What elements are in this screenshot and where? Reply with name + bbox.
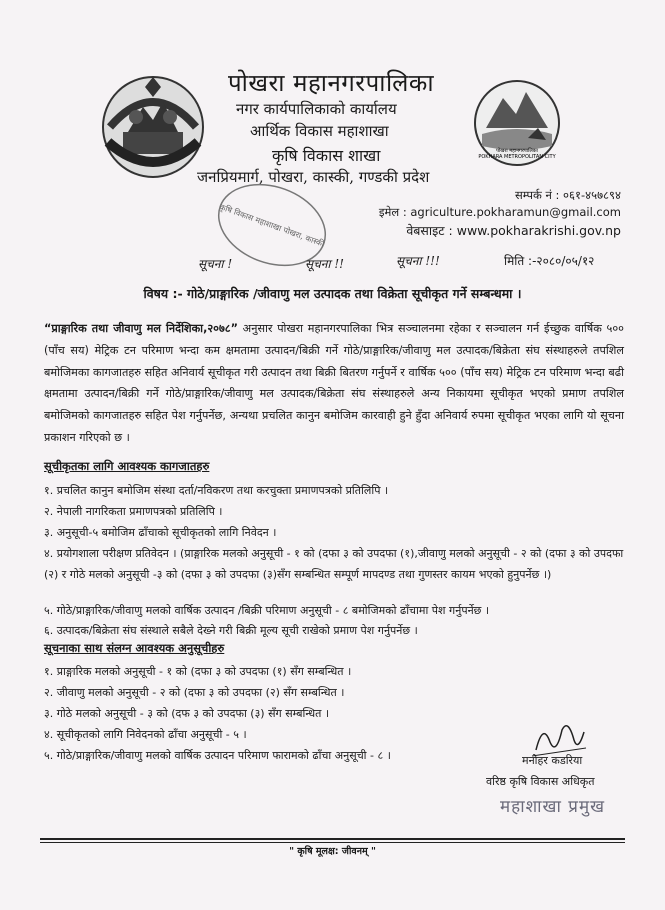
- pokhara-city-logo-icon: [468, 78, 566, 168]
- nepal-emblem-icon: [98, 72, 208, 182]
- footer-divider: [40, 842, 625, 843]
- body-text: अनुसार पोखरा महानगरपालिका भित्र सञ्चालनमा रहेका र सञ्चालन गर्न ईच्छुक वार्षिक ५०० (पाँच सय) मेट्रिक टन परिमाण भन्दा कम क्षमतामा उत्पादन/बिक्री गर्ने गोठे/प्राङ्गारिक/जीवाणु मल उत्पादक/बिक्रेता संघ संस्थाहरुले तपशिल बमोजिमका कागजातहरु सहित अनिवार्य सूचीकृत गरी उत्पादन तथा बिक्री बितरण गर्नुपर्ने र वार्षिक ५०० (पाँच सय) मेट्रिक टन परिमाण भन्दा बढी क्षमतामा उत्पादन/बिक्री गर्ने गोठे/प्राङ्गारिक/जीवाणु मल उत्पादक/बिक्रेता संघ संस्थाहरुले अन्य निकायमा सूचीकृत भएको प्रमाण तपशिल बमोजिमको कागजातहरु सहित पेश गर्नुपर्नेछ, अन्यथा प्रचलित कानुन बमोजिम कारवाही हुने हुँदा अनिवार्य रुपमा सूचीकृत भएका लागि यो सूचना प्रकाशन गरिएको छ ।: [44, 322, 624, 444]
- contact-website[interactable]: वेबसाइट : www.pokharakrishi.gov.np: [406, 223, 621, 238]
- annex-item: ३. गोठे मलको अनुसूची - ३ को (दफ ३ को उपदफा (३) सँग सम्बन्धित ।: [44, 707, 330, 720]
- city-logo-text: पोखरा महानगरपालिका: [496, 148, 538, 154]
- annex-item: २. जीवाणु मलको अनुसूची - २ को (दफा ३ को उपदफा (२) सँग सम्बन्धित ।: [44, 686, 345, 699]
- notice-1: सूचना !: [198, 257, 233, 271]
- document-item: ५. गोठे/प्राङ्गारिक/जीवाणु मलको वार्षिक उत्पादन /बिक्री परिमाण अनुसूची - ८ बमोजिमको ढाँचामा पेश गर्नुपर्नेछ ।: [44, 604, 490, 617]
- notice-3: सूचना !!!: [396, 254, 440, 268]
- section-name: कृषि विकास शाखा: [272, 146, 381, 165]
- body-paragraph: [44, 318, 624, 449]
- office-name: नगर कार्यपालिकाको कार्यालय: [236, 100, 397, 118]
- document-item: १. प्रचलित कानुन बमोजिम संस्था दर्ता/नविकरण तथा करचुक्ता प्रमाणपत्रको प्रतिलिपि ।: [44, 484, 389, 497]
- annex-item: ४. सूचीकृतको लागि निवेदनको ढाँचा अनुसूची - ५ ।: [44, 728, 247, 741]
- footer-divider: [40, 838, 625, 840]
- notice-2: सूचना !!: [305, 257, 344, 271]
- document-item: २. नेपाली नागरिकता प्रमाणपत्रको प्रतिलिपि ।: [44, 505, 223, 518]
- footer-motto: " कृषि मूलक्ष: जीवनम् ": [289, 846, 376, 857]
- division-name: आर्थिक विकास महाशाखा: [250, 122, 389, 140]
- document-item: ६. उत्पादक/बिक्रेता संघ संस्थाले सबैले देख्ने गरी बिक्री मूल्य सूची राखेको प्रमाण पेश गर्नुपर्नेछ ।: [44, 624, 418, 637]
- annex-item: ५. गोठे/प्राङ्गारिक/जीवाणु मलको वार्षिक उत्पादन परिमाण फारामको ढाँचा अनुसूची - ८ ।: [44, 749, 391, 762]
- stamp-text: कृषि विकास महाशाखा पोखरा, कास्की: [218, 202, 326, 249]
- signatory-name: मनोहर कडरिया: [522, 754, 583, 767]
- city-logo-text-en: POKHARA METROPOLITAN CITY: [478, 154, 556, 160]
- annex-item: १. प्राङ्गारिक मलको अनुसूची - १ को (दफा ३ को उपदफा (१) सँग सम्बन्धित ।: [44, 665, 352, 678]
- date: मिति :-२०८०/०५/१२: [504, 254, 595, 268]
- guideline-name: “प्राङ्गारिक तथा जीवाणु मल निर्देशिका,२०७८”: [44, 322, 238, 335]
- org-title: पोखरा महानगरपालिका: [228, 69, 435, 97]
- documents-heading: सूचीकृतका लागि आवश्यक कागजातहरु: [44, 459, 210, 473]
- signatory-stamp: महाशाखा प्रमुख: [500, 797, 606, 817]
- signatory-title: वरिष्ठ कृषि विकास अधिकृत: [486, 775, 595, 788]
- subject-line: विषय :- गोठे/प्राङ्गारिक /जीवाणु मल उत्पादक तथा विक्रेता सूचीकृत गर्ने सम्बन्धमा ।: [143, 286, 522, 301]
- contact-phone: सम्पर्क नं : ०६१-४५७८९४: [515, 188, 621, 202]
- contact-email[interactable]: इमेल : agriculture.pokharamun@gmail.com: [378, 205, 621, 219]
- address: जनप्रियमार्ग, पोखरा, कास्की, गण्डकी प्रदेश: [197, 168, 430, 186]
- annexes-heading: सूचनाका साथ संलग्न आवश्यक अनुसूचीहरु: [44, 641, 225, 655]
- document-item: ४. प्रयोगशाला परीक्षण प्रतिवेदन । (प्राङ्गारिक मलको अनुसूची - १ को (दफा ३ को उपदफा (१),जीवाणु मलको अनुसूची - २ को (दफा ३ को उपदफा (२) र गोठे मलको अनुसूची -३ को (दफा ३ को उपदफा (३)सँग सम्बन्धित सम्पूर्ण मापदण्ड तथा गुणस्तर कायम भएको हुनुपर्नेछ ।): [44, 547, 624, 581]
- document-item: ३. अनुसूची-५ बमोजिम ढाँचाको सूचीकृतको लागि निवेदन ।: [44, 526, 277, 539]
